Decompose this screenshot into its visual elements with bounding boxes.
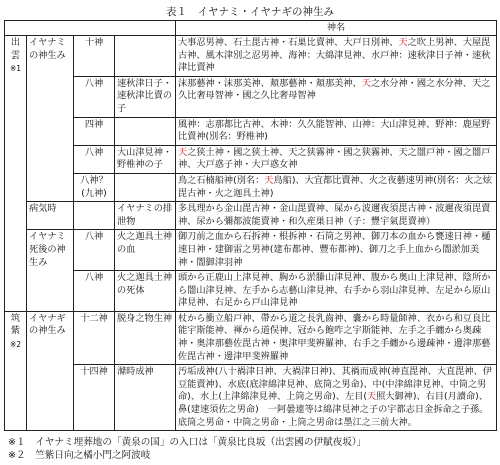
group-label: 病気時 bbox=[27, 202, 74, 230]
section-note-mark: ※1 bbox=[9, 64, 22, 74]
group-label: イヤナミの神生み bbox=[27, 36, 74, 202]
names-text: 照大御神)、右目(月讀命)、鼻(建速須佐之男命) 一阿曇連等は綿津見神之子の宇都志日金拆命之子孫。底筒之男命・中筒之男命・上筒之男命は墨江之三前大神。 bbox=[178, 391, 489, 428]
kami-names bbox=[176, 311, 497, 364]
header-row bbox=[5, 21, 497, 36]
section-note-mark: ※2 bbox=[9, 340, 22, 350]
table-row bbox=[5, 145, 497, 173]
footnote-1: ※１ イヤナミ埋葬地の「黄泉の国」の入口は「黄泉比良坂（出雲國の伊賦夜坂）」 bbox=[8, 437, 367, 448]
kami-count: 八神？(九神) bbox=[74, 173, 115, 201]
footnotes bbox=[8, 436, 366, 462]
highlight-ten: 天 bbox=[361, 77, 371, 89]
section-label: 出雲 bbox=[10, 37, 21, 61]
kami-count: 八神 bbox=[74, 76, 115, 117]
highlight-ten: 天 bbox=[264, 174, 274, 186]
names-text: 頭から正鹿山上津見神、胸から淤縢山津見神、腹から奥山上津見神、陰所から闇山津見神、左手から志藝山津見神、右手から羽山津見神、左足から原山津見神、右足から戸山津見神 bbox=[178, 272, 491, 309]
table-row bbox=[5, 173, 497, 201]
kami-count: 八神 bbox=[74, 145, 115, 173]
kami-names bbox=[176, 117, 497, 145]
names-text: 之狭土神・國之狭土神、天之狭霧神・國之狭霧神、天之闇戸神・國之闇戸神、大戸惑子神・大戸惑女神 bbox=[178, 146, 491, 171]
kami-count: 八神 bbox=[74, 230, 115, 271]
kami-count: 十二神 bbox=[74, 311, 115, 364]
group-label: イヤナミ死後の神生み bbox=[27, 230, 74, 312]
kami-source: イヤナミの排泄物 bbox=[115, 202, 176, 230]
kami-source bbox=[115, 117, 176, 145]
table-row bbox=[5, 117, 497, 145]
kami-source: 火之迦具土神の血 bbox=[115, 230, 176, 271]
names-text: 杖から衝立船戸神、帶から道之長乳齒神、嚢から時量師神、衣から和豆良比能宇斯能神、褌から道俣神、冠から飽咋之宇斯能神、左手之手纏から奥疎神・奥津那藝佐毘古神・奥津甲斐辨羅神、右手之手纏から邊疎神・邊津那藝佐毘古神・邊津甲斐辨羅神 bbox=[178, 312, 491, 362]
names-text: 鳥之石楠船神(別名： bbox=[178, 174, 265, 186]
kami-source bbox=[115, 36, 176, 77]
table-row bbox=[5, 230, 497, 271]
highlight-ten: 天 bbox=[178, 146, 188, 158]
table-row bbox=[5, 271, 497, 312]
kami-count bbox=[74, 202, 115, 230]
kami-names bbox=[176, 271, 497, 312]
header-shinmei: 神名 bbox=[176, 21, 497, 36]
names-text: 多具理から金山毘古神・金山毘賣神、屎から波邇夜須毘古神・波邇夜須毘賣神、尿から彌都波能賣神・和久産巣日神（子：豐宇氣毘賣神） bbox=[178, 203, 491, 227]
kami-source bbox=[115, 173, 176, 201]
kami-source: 脱身之物生神 bbox=[115, 311, 176, 364]
names-text: 鳥船)、大宜都比賣神、火之夜藝速男神(別名：火之炫毘古神・火之迦具土神) bbox=[178, 174, 492, 199]
kami-source: 大山津見神・野椎神の子 bbox=[115, 145, 176, 173]
names-text: 御刀前之血から石拆神・根拆神・石筒之男神、御刀本の血から甕速日神・樋速日神・建御雷之男神(建布都神、豐布都神)、御刀之手上血から闇淤加美神・闇御津羽神 bbox=[178, 231, 491, 268]
kami-source: 滌時成神 bbox=[115, 365, 176, 431]
names-text: 之吹上男神、大屋毘古神、風木津別之忍男神、海神：大綿津見神、水戸神：速秋津日子神・速秋津比賣神 bbox=[178, 37, 491, 74]
kami-count: 八神 bbox=[74, 271, 115, 312]
table-caption: 表１ イヤナミ・イヤナギの神生み bbox=[166, 6, 334, 18]
kami-names bbox=[176, 36, 497, 77]
names-text: 汚垢成神(八十禍津日神、大禍津日神)、其禍而成神(神直毘神、大直毘神、伊豆能賣神)、水底(底津綿津見神、底筒之男命)、中(中津綿津見神、中筒之男命)、水上(上津綿津見神、上筒之男命)、左目( bbox=[178, 366, 492, 403]
kami-names bbox=[176, 173, 497, 201]
kami-source: 速秋津日子・速秋津比賣の子 bbox=[115, 76, 176, 117]
highlight-ten: 天 bbox=[398, 37, 408, 48]
kami-names bbox=[176, 365, 497, 431]
kami-count: 四神 bbox=[74, 117, 115, 145]
table-row bbox=[5, 202, 497, 230]
names-text: 風神：志那都比古神、木神：久久能智神、山神：大山津見神、野神：鹿屋野比賣神(別名：野椎神) bbox=[178, 118, 491, 143]
table-row bbox=[5, 76, 497, 117]
section-tsukushi bbox=[5, 311, 27, 430]
table-row bbox=[5, 365, 497, 431]
kami-names bbox=[176, 145, 497, 173]
kami-birth-table bbox=[4, 20, 497, 431]
kami-names bbox=[176, 202, 497, 230]
footnote-2: ※２ 竺紫日向之橘小門之阿波岐 bbox=[8, 450, 151, 461]
kami-source: 火之迦具土神の死体 bbox=[115, 271, 176, 312]
names-text: 之水分神・國之水分神、天之久比奢母智神・國之久比奢母智神 bbox=[178, 77, 491, 102]
group-label: イヤナギの神生み bbox=[27, 311, 74, 430]
header-blank bbox=[5, 21, 176, 36]
kami-names bbox=[176, 230, 497, 271]
highlight-ten: 天 bbox=[366, 391, 377, 403]
section-izumo bbox=[5, 36, 27, 312]
section-label: 筑紫 bbox=[10, 312, 21, 337]
table-row bbox=[5, 36, 497, 77]
names-text: 沫那藝神・沫那美神、頬那藝神・頬那美神、 bbox=[178, 77, 362, 89]
kami-count: 十四神 bbox=[74, 365, 115, 431]
table-row bbox=[5, 311, 497, 364]
kami-count: 十神 bbox=[74, 36, 115, 77]
names-text: 大事忍男神、石土毘古神・石巣比賣神、大戸日別神、 bbox=[178, 37, 399, 48]
kami-names bbox=[176, 76, 497, 117]
